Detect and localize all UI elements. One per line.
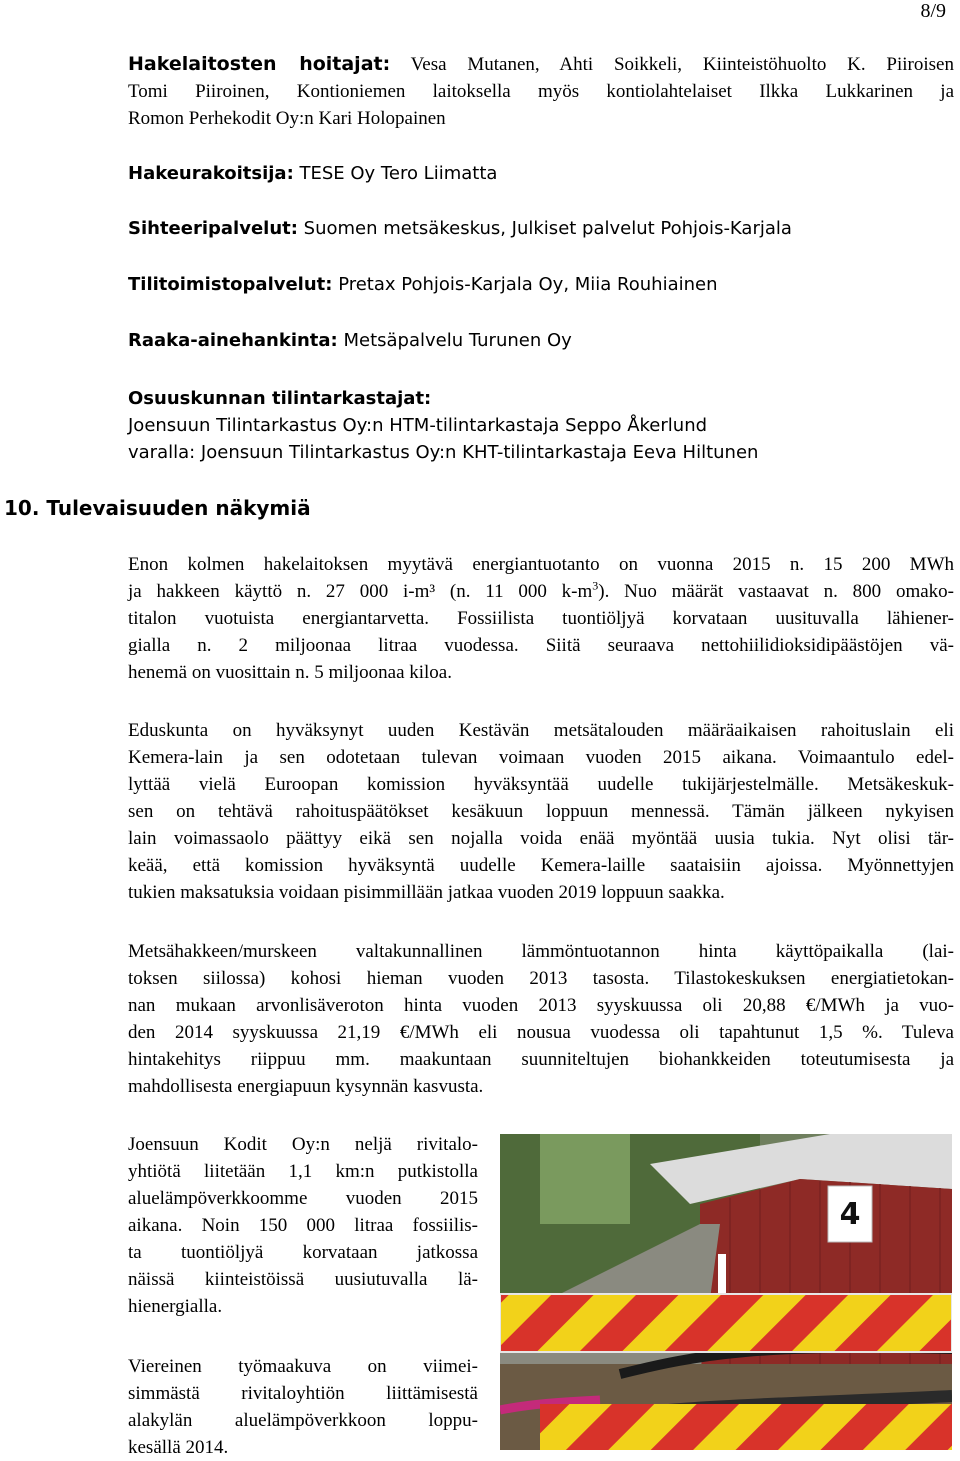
para5-line: alakylän aluelämpöverkkoon loppu- xyxy=(128,1410,478,1431)
para3-line: den 2014 syyskuussa 21,19 €/MWh eli nousua vuodessa oli tapahtunut 1,5 %. Tuleva xyxy=(128,1022,954,1043)
para4-line: Joensuun Kodit Oy:n neljä rivitalo- xyxy=(128,1134,478,1155)
maintainers-line1-text: Vesa Mutanen, Ahti Soikkeli, Kiinteistöhuolto K. Piiroisen xyxy=(390,54,954,75)
paragraph-price xyxy=(128,938,954,1100)
maintainers-line-1 xyxy=(128,51,954,78)
para2-line: lain voimassaolo päättyy eikä sen nojalla voida enää myöntää uusia tukia. Nyt olisi tär- xyxy=(128,828,954,849)
para4-line: ta tuontiöljyä korvataan jatkossa xyxy=(128,1242,478,1263)
para1-line-2 xyxy=(128,578,954,605)
building-number: 4 xyxy=(839,1197,861,1232)
paragraph-joensuun-kodit xyxy=(128,1131,478,1320)
para1-line-3: titalon vuotuista energiantarvetta. Fossiilista tuontiöljyä korvataan uusituvalla lähiener- xyxy=(128,608,954,629)
page-number: 8/9 xyxy=(920,0,946,22)
hakeurakoitsija-line xyxy=(128,163,954,184)
tilitoimisto-line xyxy=(128,274,954,295)
hakeurakoitsija-value: TESE Oy Tero Liimatta xyxy=(293,163,498,184)
para5-line: Viereinen työmaakuva on viimei- xyxy=(128,1356,478,1377)
raaka-line xyxy=(128,330,954,351)
raaka-label: Raaka-ainehankinta: xyxy=(128,330,338,351)
trees-light xyxy=(540,1134,630,1224)
para3-line: hintakehitys riippuu mm. maakuntaan suunniteltujen biohankkeiden toteutumisesta ja xyxy=(128,1049,954,1070)
worksite-photo xyxy=(500,1134,952,1450)
tilintarkastajat-label: Osuuskunnan tilintarkastajat: xyxy=(128,388,432,409)
sihteeripalvelut-label: Sihteeripalvelut: xyxy=(128,218,298,239)
paragraph-energy xyxy=(128,551,954,686)
sihteeripalvelut-value: Suomen metsäkeskus, Julkiset palvelut Pohjois-Karjala xyxy=(297,218,792,239)
tilitoimisto-value: Pretax Pohjois-Karjala Oy, Miia Rouhiainen xyxy=(332,274,718,295)
hakeurakoitsija-label: Hakeurakoitsija: xyxy=(128,163,294,184)
section-heading: 10. Tulevaisuuden näkymiä xyxy=(4,496,311,520)
raaka-value: Metsäpalvelu Turunen Oy xyxy=(337,330,572,351)
para1-line-4: gialla n. 2 miljoonaa litraa vuodessa. Siitä seuraava nettohiilidioksidipäästöjen vä- xyxy=(128,635,954,656)
para2-line: sen on tehtävä rahoituspäätökset kesäkuun loppuun mennessä. Tämän jälkeen nykyisen xyxy=(128,801,954,822)
para2-line: keää, että komission hyväksyntä uudelle Kemera-laille saataisiin ajoissa. Myönnettyjen xyxy=(128,855,954,876)
paragraph-kemera xyxy=(128,717,954,906)
tilintarkastajat-line-1: Joensuun Tilintarkastus Oy:n HTM-tilintarkastaja Seppo Åkerlund xyxy=(128,415,708,436)
para4-line: hienergialla. xyxy=(128,1296,223,1317)
para2-line: Eduskunta on hyväksynyt uuden Kestävän metsätalouden määräaikaisen rahoituslain eli xyxy=(128,720,954,741)
para3-line: Metsähakkeen/murskeen valtakunnallinen lämmöntuotannon hinta käyttöpaikalla (lai- xyxy=(128,941,954,962)
tilitoimisto-label: Tilitoimistopalvelut: xyxy=(128,274,333,295)
para1-line-1: Enon kolmen hakelaitoksen myytävä energiantuotanto on vuonna 2015 n. 15 200 MWh xyxy=(128,554,954,575)
worksite-photo-illustration xyxy=(500,1134,952,1450)
para5-line: simmästä rivitaloyhtiön liittämisestä xyxy=(128,1383,478,1404)
maintainers-block xyxy=(128,51,954,132)
para3-line: toksen siilossa) kohosi hieman vuoden 2013 tasosta. Tilastokeskuksen energiatietokan- xyxy=(128,968,954,989)
para2-line: tukien maksatuksia voidaan pisimmillään jatkaa vuoden 2019 loppuun saakka. xyxy=(128,882,725,903)
maintainers-line-2: Tomi Piiroinen, Kontioniemen laitoksella myös kontiolahtelaiset Ilkka Lukkarinen ja xyxy=(128,81,954,102)
maintainers-line-3: Romon Perhekodit Oy:n Kari Holopainen xyxy=(128,108,446,129)
para3-line: nan mukaan arvonlisäveroton hinta vuoden 2013 syyskuussa oli 20,88 €/MWh ja vuo- xyxy=(128,995,954,1016)
para4-line: näissä kiinteistöissä uusiutuvalla lä- xyxy=(128,1269,478,1290)
para4-line: yhtiötä liitetään 1,1 km:n putkistolla xyxy=(128,1161,478,1182)
barrier-lower xyxy=(540,1404,952,1450)
para1-line-5: henemä on vuosittain n. 5 miljoonaa kiloa. xyxy=(128,662,452,683)
maintainers-label: Hakelaitosten hoitajat: xyxy=(128,53,391,75)
para1-line2-sup: 3 xyxy=(592,578,599,593)
para2-line: Kemera-lain ja sen odotetaan tulevan voimaan vuoden 2015 aikana. Voimaantulo edel- xyxy=(128,747,954,768)
para1-line2-a: ja hakkeen käyttö n. 27 000 i-m³ (n. 11 000 k-m xyxy=(128,581,593,602)
para4-line: aikana. Noin 150 000 litraa fossiilis- xyxy=(128,1215,478,1236)
para5-line: kesällä 2014. xyxy=(128,1437,229,1458)
paragraph-photo-caption xyxy=(128,1353,478,1461)
para3-line: mahdollisesta energiapuun kysynnän kasvusta. xyxy=(128,1076,484,1097)
tilintarkastajat-block xyxy=(128,385,954,466)
para2-line: lyttää vielä Euroopan komission hyväksyntää uudelle tukijärjestelmälle. Metsäkeskuk- xyxy=(128,774,954,795)
para1-line2-b: ). Nuo määrät vastaavat n. 800 omako- xyxy=(598,581,954,602)
barrier-upper xyxy=(500,1294,952,1352)
para4-line: aluelämpöverkkoomme vuoden 2015 xyxy=(128,1188,478,1209)
tilintarkastajat-line-2: varalla: Joensuun Tilintarkastus Oy:n KHT-tilintarkastaja Eeva Hiltunen xyxy=(128,442,759,463)
sihteeripalvelut-line xyxy=(128,218,954,239)
